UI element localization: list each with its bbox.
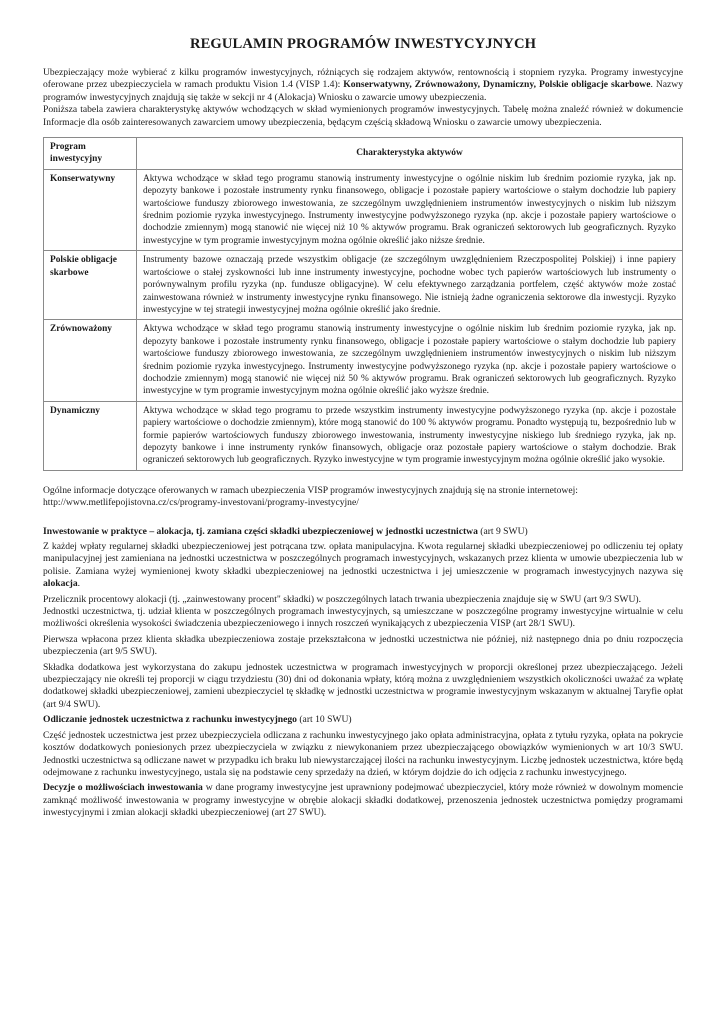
program-description: Aktywa wchodzące w skład tego programu stanowią instrumenty inwestycyjne o ogólnie niskim lub średnim poziomie ryzyka, jak np. depozyty bankowe i pozostałe instrumenty rynku finansowego, obligacje i pozostałe papiery wartościowe o stałym dochodzie lub papiery wartościowe funduszy zbiorowego inwestowania, ze szczególnym uwzględnieniem instrumentów inwestycyjnych o niskim lub niższym średnim poziomie ryzyka inwestycyjnego. Instrumenty inwestycyjne podwyższonego ryzyka (np. akcje i pozostałe papiery wartościowe o dochodzie zmiennym) mogą stanowić nie więcej niż 50 % aktywów programu. Brak ograniczeń sektorowych lub geograficznych. Ryzyko inwestycyjne w tym programie inwestycyjnym można ogólnie określić jako wyższe średnie. — [137, 320, 683, 401]
odliczanie-text: w dane programy inwestycyjne jest uprawniony podejmować ubezpieczyciel, który może również w dowolnym momencie zamknąć możliwość inwestowania w programy inwestycyjne w obrębie alokacji składki dodatkowej, przenoszenia jednostek uczestnictwa pomiędzy programami inwestycyjnymi i zmian alokacji składki ubezpieczeniowej (art 27 SWU). — [43, 782, 683, 819]
alokacja-paragraph-5: Składka dodatkowa jest wykorzystana do zakupu jednostek uczestnictwa w programach inwestycyjnych w proporcji określonej przez ubezpieczającego. Jeżeli ubezpieczający nie określi tej proporcji w ciągu trzydziestu (30) dni od dokonania wpłaty, którą można z uwzględnieniem wszystkich okoliczności uważać za wpłatę dodatkowej składki ubezpieczeniowej, zamieni ubezpieczyciel tę składkę w jednostki uczestnictwa w programie inwestycyjnym wskazanym w aktualnej Taryfie opłat (art 9/4 SWU). — [43, 661, 683, 710]
table-row — [44, 251, 683, 320]
info-text: Ogólne informacje dotyczące oferowanych w ramach ubezpieczenia VISP programów inwestycyjnych znajdują się na stronie internetowej: — [43, 484, 578, 496]
table-row — [44, 401, 683, 470]
table-header-program: Program inwestycyjny — [44, 138, 137, 170]
program-name: Dynamiczny — [44, 401, 137, 470]
odliczanie-paragraph-1: Część jednostek uczestnictwa jest przez ubezpieczyciela odliczana z rachunku inwestycyjnego jako opłata administracyjna, opłata z tytułu ryzyka, opłata na pokrycie kosztów dodatkowych poniesionych przez ubezpieczyciela w związku z niewykonaniem przez ubezpieczającego obowiązków wymienionych w art 10/3 SWU. Jednostki uczestnictwa są odliczane nawet w przypadku ich braku lub niewystarczającej ilości na rachunku inwestycyjnym. Liczbę jednostek uczestnictwa, które będą odejmowane z rachunku inwestycyjnego, ustala się na podstawie ceny sprzedaży na dzień, w którym dojdzie do ich odjęcia z rachunku inwestycyjnego. — [43, 729, 683, 778]
intro-paragraph-2: Poniższa tabela zawiera charakterystykę aktywów wchodzących w skład wymienionych programów inwestycyjnych. Tabelę można znaleźć również w dokumencie Informacje dla osób zainteresowanych zawarciem umowy ubezpieczenia, będącym częścią składową Wniosku o zawarcie umowy ubezpieczenia. — [43, 104, 683, 128]
alokacja-term: alokacja — [43, 578, 78, 590]
programs-table — [43, 137, 683, 471]
intro-paragraph-1 — [43, 67, 683, 104]
alokacja-paragraph-2: Przelicznik procentowy alokacji (tj. „zainwestowany procent" składki) w poszczególnych latach trwania ubezpieczenia znajduje się w SWU (art 9/3 SWU). — [43, 593, 641, 605]
odliczanie-paragraph-2 — [43, 782, 683, 819]
table-header-characteristics: Charakterystyka aktywów — [137, 138, 683, 170]
program-name: Zrównoważony — [44, 320, 137, 401]
program-name: Polskie obligacje skarbowe — [44, 251, 137, 320]
alokacja-paragraph-1 — [43, 541, 683, 591]
alokacja-paragraph-4: Pierwsza wpłacona przez klienta składka ubezpieczeniowa zostaje przekształcona w jednostki uczestnictwa nie później, niż następnego dnia po dniu rozpoczęcia ubezpieczenia (art 9/5 SWU). — [43, 633, 683, 658]
section-alokacja-heading: Inwestowanie w praktyce – alokacja, tj. zamiana części składki ubezpieczeniowej w jednostki uczestnictwa — [43, 525, 478, 537]
alokacja-paragraph-3: Jednostki uczestnictwa, tj. udział klienta w poszczególnych programach inwestycyjnych, są umieszczane w poszczególne programy inwestycyjne wirtualnie w celu możliwości określenia wysokości świadczenia ubezpieczeniowego i innych roszczeń wynikających z ubezpieczenia VISP (art 28/1 SWU). — [43, 606, 683, 630]
table-header-row — [44, 138, 683, 170]
intro-text-a: Ubezpieczający może wybierać z kilku programów inwestycyjnych, różniących się rodzajem aktywów, rentownością i stopniem ryzyka. Programy inwestycyjne oferowane przez ubezpieczyciela w ramach produktu Vision 1.4 (VISP 1.4): — [43, 67, 683, 91]
section-alokacja-title — [43, 526, 683, 538]
info-paragraph — [43, 485, 683, 510]
intro-text-b: . Nazwy programów inwestycyjnych znajdują się także w sekcji nr 4 (Alokacja) Wniosku o zawarcie umowy ubezpieczenia. — [43, 79, 684, 103]
program-description: Instrumenty bazowe oznaczają przede wszystkim obligacje (ze szczególnym uwzględnieniem Rzeczpospolitej Polskiej) i inne papiery wartościowe o stałej zyskowności lub inne instrumenty inwestycyjne, pochodne wobec tych papierów wartościowych lub instrumenty o porównywalnym profilu ryzyka (np. fundusze obligacyjne). W celu efektywnego zarządzania portfelem, część aktywów może zostać zainwestowana również w instrumenty inwestycyjne rynku finansowego. Nie istnieją żadne ograniczenia sektorowe dla inwestycji. Ryzyko inwestycyjne w tej strategii inwestycyjnej można ogólnie określić jako średnie. — [137, 251, 683, 320]
table-row — [44, 320, 683, 401]
odliczanie-decisions-term: Decyzje o możliwościach inwestowania — [43, 782, 203, 794]
program-name: Konserwatywny — [44, 169, 137, 250]
section-odliczanie-heading: Odliczanie jednostek uczestnictwa z rachunku inwestycyjnego — [43, 714, 297, 726]
section-odliczanie-ref: (art 10 SWU) — [296, 714, 352, 726]
section-alokacja-ref: (art 9 SWU) — [477, 525, 528, 537]
alokacja-text-a: Z każdej wpłaty regularnej składki ubezpieczeniowej jest potrącana tzw. opłata manipulacyjna. Kwota regularnej składki ubezpieczeniowej po odliczeniu tej opłaty manipulacyjnej jest zamieniana na jednostki uczestnictwa w poszczególnych programach inwestycyjnych, wskazanych przez klienta w umowie ubezpieczenia lub w polisie. Zamiana wyżej wymienionej kwoty składki ubezpieczeniowej na jednostki uczestnictwa i jej umieszczenie w programach inwestycyjnych nazywa się — [43, 541, 683, 577]
table-row — [44, 169, 683, 250]
alokacja-text-b: . — [77, 578, 81, 590]
info-url-link[interactable]: http://www.metlifepojistovna.cz/cs/programy-investovani/programy-investycyjne/ — [43, 497, 359, 509]
program-description: Aktywa wchodzące w skład tego programu stanowią instrumenty inwestycyjne o ogólnie niskim lub średnim poziomie ryzyka, jak np. depozyty bankowe i pozostałe instrumenty rynku finansowego, obligacje i pozostałe papiery wartościowe o stałym dochodzie lub papiery wartościowe funduszy zbiorowego inwestowania, ze szczególnym uwzględnieniem instrumentów inwestycyjnych o niskim lub niższym średnim poziomie ryzyka inwestycyjnego. Instrumenty inwestycyjne podwyższonego ryzyka (np. akcje i pozostałe papiery wartościowe o dochodzie zmiennym) mogą stanowić nie więcej niż 10 % aktywów programu. Brak ograniczeń sektorowych lub geograficznych. Ryzyko inwestycyjne w tym programie inwestycyjnym można ogólnie określić jako niższe średnie. — [137, 169, 683, 250]
program-description: Aktywa wchodzące w skład tego programu to przede wszystkim instrumenty inwestycyjne podwyższonego ryzyka (np. akcje i pozostałe papiery wartościowe o dochodzie zmiennym), które mogą stanowić do 100 % aktywów programu. Ponadto występują tu, bezpośrednio lub w formie papierów wartościowych funduszy zbiorowego inwestowania, instrumenty inwestycyjne niskiego lub średniego ryzyka, jak np. depozyty bankowe i inne instrumenty rynków finansowych, obligacje oraz pozostałe papiery wartościowe o stałym dochodzie. Brak ograniczeń sektorowych lub geograficznych. Ryzyko inwestycyjne w tym programie inwestycyjnym można ogólnie określić jako wysokie. — [137, 401, 683, 470]
page-title: REGULAMIN PROGRAMÓW INWESTYCYJNYCH — [189, 36, 537, 52]
section-odliczanie-title — [43, 714, 683, 726]
intro-program-names: Konserwatywny, Zrównoważony, Dynamiczny, Polskie obligacje skarbowe — [343, 79, 651, 91]
